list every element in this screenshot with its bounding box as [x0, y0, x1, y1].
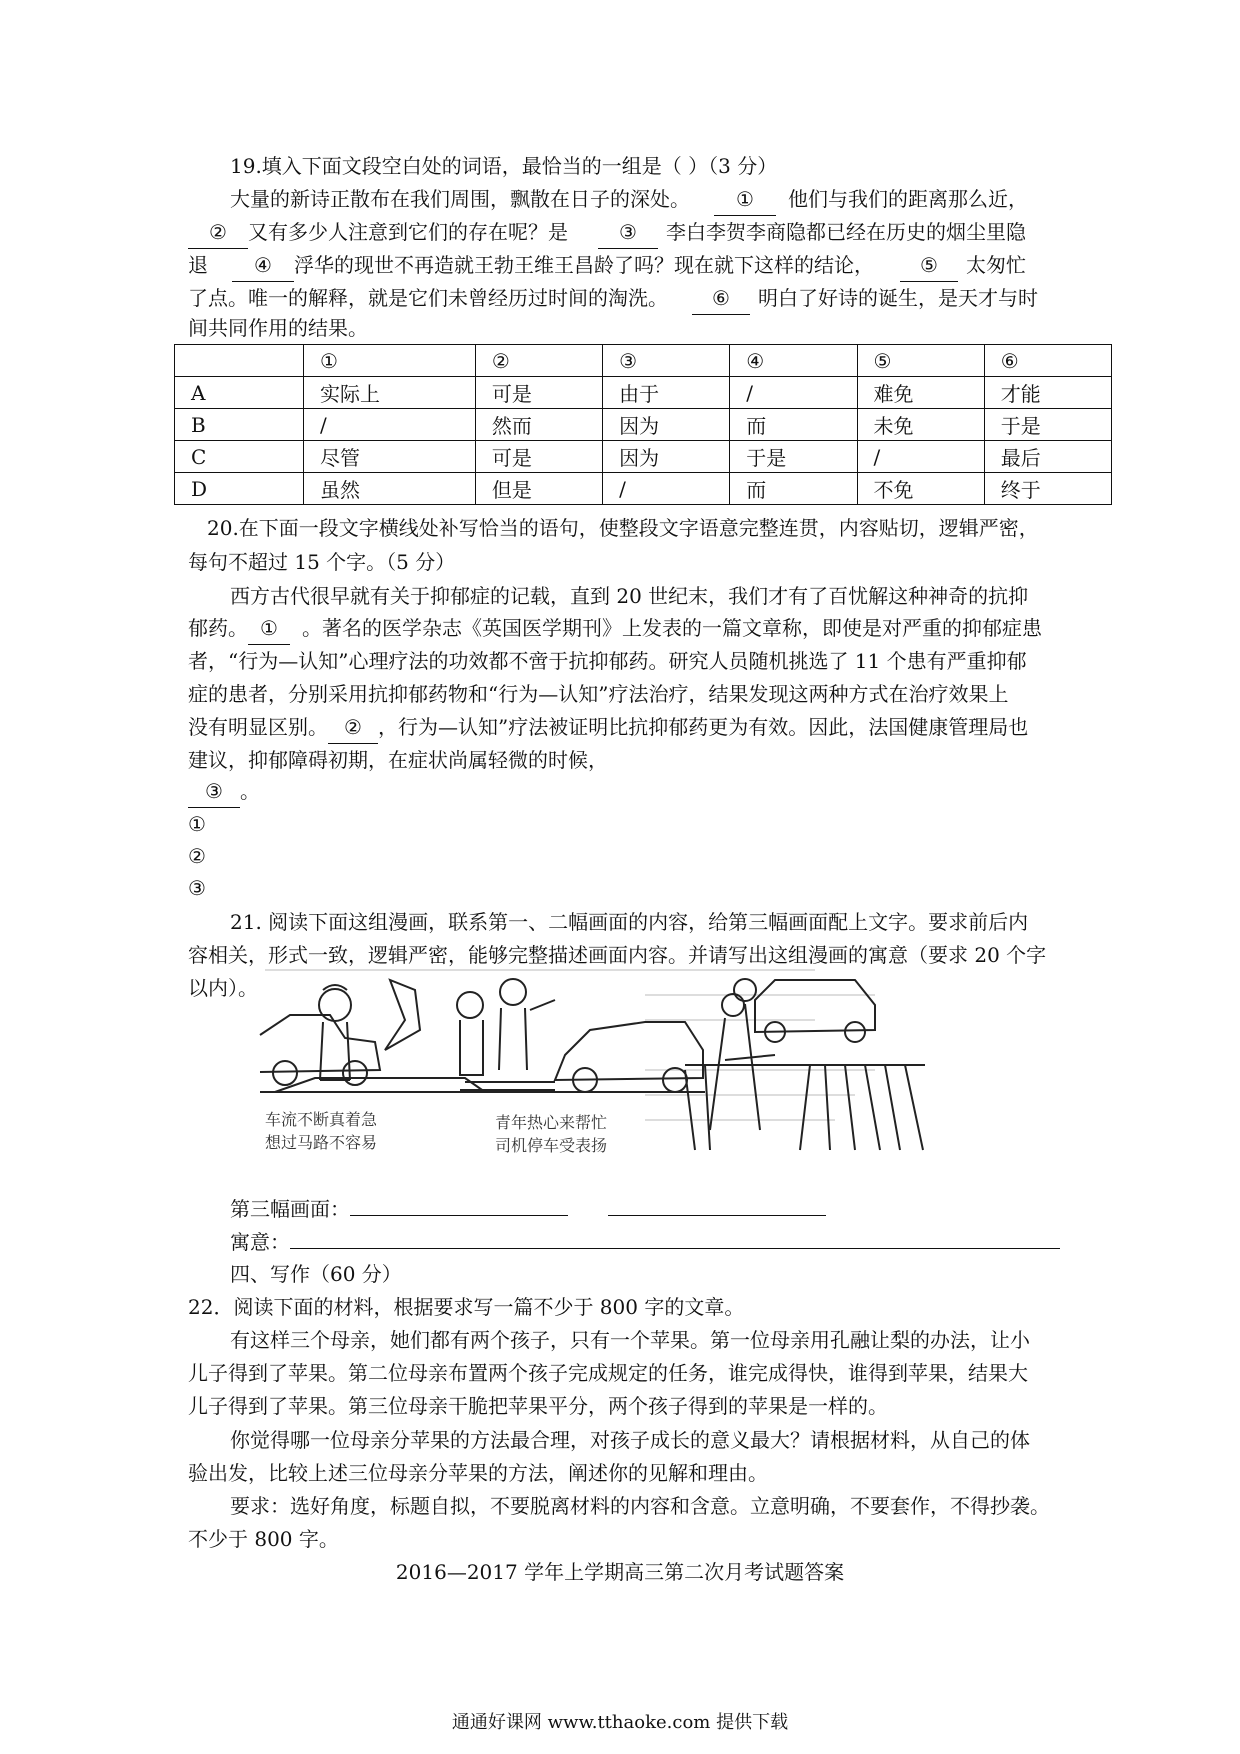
q22-material-line-2: 儿子得到了苹果。第二位母亲布置两个孩子完成规定的任务，谁完成得快，谁得到苹果，结果大 [188, 1361, 1028, 1385]
table-cell: 可是 [475, 441, 602, 473]
comic-caption-2-line-1: 青年热心来帮忙 [495, 1113, 608, 1132]
table-cell: 可是 [475, 377, 602, 409]
third-panel-blank-2[interactable] [608, 1193, 826, 1216]
q22-requirement-line-1: 要求：选好角度，标题自拟，不要脱离材料的内容和含意。立意明确，不要套作，不得抄袭。 [230, 1494, 1050, 1518]
table-header-row [175, 345, 1112, 377]
table-cell: 于是 [730, 441, 857, 473]
table-cell: ⑤ [857, 345, 984, 377]
comic-caption-1-line-2: 想过马路不容易 [265, 1133, 378, 1152]
table-cell: ④ [730, 345, 857, 377]
table-cell: 才能 [984, 377, 1111, 409]
q20-text-line-3: 者，“行为—认知”心理疗法的功效都不啻于抗抑郁药。研究人员随机挑选了 11 个患有严重抑郁 [188, 649, 1027, 673]
q20-text-line-4: 症的患者，分别采用抗抑郁药物和“行为—认知”疗法治疗，结果发现这两种方式在治疗效果上 [188, 682, 1009, 706]
table-cell: ② [475, 345, 602, 377]
table-cell: 未免 [857, 409, 984, 441]
q22-question-line-1: 你觉得哪一位母亲分苹果的方法最合理，对孩子成长的意义最大？请根据材料，从自己的体 [230, 1428, 1030, 1452]
q21-title-line-1: 21. 阅读下面这组漫画，联系第一、二幅画面的内容，给第三幅画面配上文字。要求前后内 [230, 910, 1029, 934]
table-cell: ⑥ [984, 345, 1111, 377]
q19-text-line-4: 了点。唯一的解释，就是它们未曾经历过时间的淘洗。 ⑥ 明白了好诗的诞生，是天才与时 [188, 282, 1038, 315]
comic-caption-2-line-2: 司机停车受表扬 [495, 1136, 608, 1155]
q20-text-line-2: 郁药。 ① 。著名的医学杂志《英国医学期刊》上发表的一篇文章称，即使是对严重的抑郁症患 [188, 612, 1042, 645]
comic-panel-3 [685, 979, 925, 1150]
table-cell: 尽管 [304, 441, 476, 473]
table-cell: 于是 [984, 409, 1111, 441]
q19-text-line-2: ② 又有多少人注意到它们的存在呢？是 ③ 李白李贺李商隐都已经在历史的烟尘里隐 [188, 216, 1026, 249]
q22-title: 22．阅读下面的材料，根据要求写一篇不少于 800 字的文章。 [188, 1295, 745, 1319]
footer-credit: 通通好课网 www.tthaoke.com 提供下载 [451, 1712, 789, 1733]
table-cell: / [304, 409, 476, 441]
meaning-row: 寓意： [230, 1226, 1060, 1258]
q20-text-line-1: 西方古代很早就有关于抑郁症的记载，直到 20 世纪末，我们才有了百忧解这种神奇的抗抑 [230, 584, 1029, 608]
q20-title-line-1: 20.在下面一段文字横线处补写恰当的语句，使整段文字语意完整连贯，内容贴切，逻辑严密， [207, 516, 1039, 540]
table-cell: 然而 [475, 409, 602, 441]
table-cell: ① [304, 345, 476, 377]
table-cell: 终于 [984, 473, 1111, 505]
q20-text-line-5: 没有明显区别。 ② ，行为—认知”疗法被证明比抗抑郁药更为有效。因此，法国健康管理局也 [188, 711, 1028, 744]
q21-title-line-2: 容相关，形式一致，逻辑严密，能够完整描述画面内容。并请写出这组漫画的寓意（要求 20 个字 [188, 943, 1047, 967]
answer-key-heading: 2016—2017 学年上学期高三第二次月考试题答案 [395, 1560, 845, 1584]
q19-text-line-1: 大量的新诗正散布在我们周围，飘散在日子的深处。 ① 他们与我们的距离那么近， [230, 183, 1028, 216]
q22-question-line-2: 验出发，比较上述三位母亲分苹果的方法，阐述你的见解和理由。 [188, 1461, 768, 1485]
q22-material-line-3: 儿子得到了苹果。第三位母亲干脆把苹果平分，两个孩子得到的苹果是一样的。 [188, 1394, 888, 1418]
q19-text-line-5: 间共同作用的结果。 [188, 316, 368, 340]
q19-title: 19.填入下面文段空白处的词语，最恰当的一组是（ ）（3 分） [230, 154, 778, 178]
table-cell: 但是 [475, 473, 602, 505]
q21-title-line-3: 以内）。 [188, 976, 258, 1000]
q22-requirement-line-2: 不少于 800 字。 [188, 1527, 339, 1551]
q19-options-table [174, 344, 1112, 505]
comic-strip-image [255, 960, 997, 1180]
table-cell: / [730, 377, 857, 409]
table-cell: 不免 [857, 473, 984, 505]
q20-text-line-6: 建议，抑郁障碍初期，在症状尚属轻微的时候， [188, 748, 608, 772]
q20-title-line-2: 每句不超过 15 个字。（5 分） [188, 550, 456, 574]
table-row [175, 377, 1112, 409]
table-cell: C [175, 441, 304, 473]
comic-panel-1 [260, 980, 485, 1092]
table-cell: 实际上 [304, 377, 476, 409]
third-panel-blank-1[interactable] [350, 1193, 568, 1216]
q20-text-line-7: ③ 。 [188, 775, 260, 808]
section-4-heading: 四、写作（60 分） [230, 1262, 402, 1286]
q20-answer-label-2: ② [188, 844, 206, 868]
q22-material-line-1: 有这样三个母亲，她们都有两个孩子，只有一个苹果。第一位母亲用孔融让梨的办法，让小 [230, 1328, 1030, 1352]
table-cell: / [857, 441, 984, 473]
table-cell: 最后 [984, 441, 1111, 473]
table-row [175, 473, 1112, 505]
table-cell: 由于 [603, 377, 730, 409]
meaning-blank[interactable] [290, 1226, 1060, 1249]
table-cell [175, 345, 304, 377]
third-panel-caption-row: 第三幅画面： [230, 1193, 826, 1225]
q20-answer-label-3: ③ [188, 876, 206, 900]
q19-text-line-3: 退 ④ 浮华的现世不再造就王勃王维王昌龄了吗？现在就下这样的结论， ⑤ 太匆忙 [188, 249, 1026, 282]
table-cell: 因为 [603, 409, 730, 441]
table-cell: A [175, 377, 304, 409]
table-cell: / [603, 473, 730, 505]
table-cell: 而 [730, 473, 857, 505]
q20-answer-label-1: ① [188, 812, 206, 836]
table-cell: 而 [730, 409, 857, 441]
table-cell: D [175, 473, 304, 505]
table-row [175, 441, 1112, 473]
table-cell: 因为 [603, 441, 730, 473]
table-cell: ③ [603, 345, 730, 377]
table-cell: B [175, 409, 304, 441]
table-cell: 虽然 [304, 473, 476, 505]
table-row [175, 409, 1112, 441]
comic-caption-1-line-1: 车流不断真着急 [265, 1110, 378, 1129]
table-cell: 难免 [857, 377, 984, 409]
